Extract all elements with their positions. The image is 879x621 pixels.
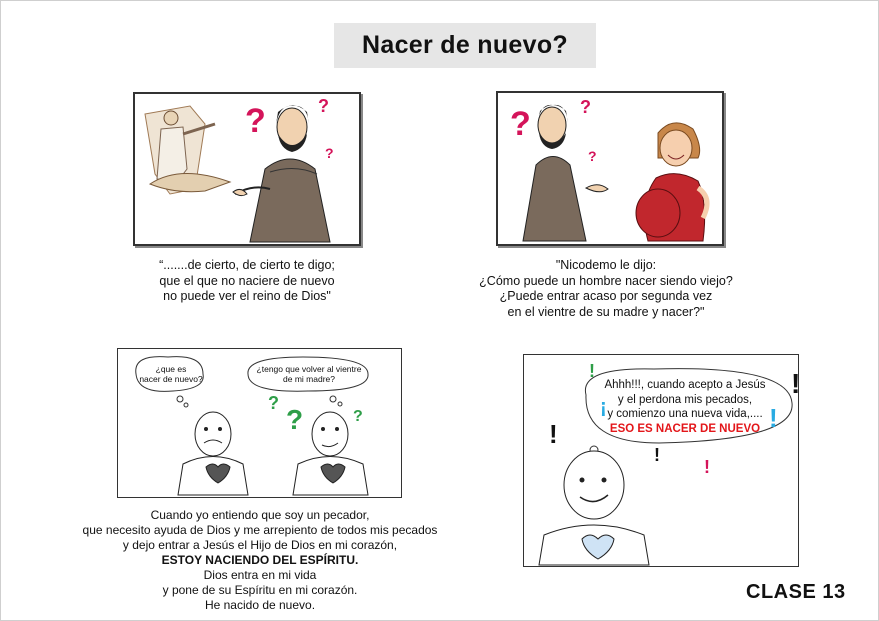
caption-line: que el que no naciere de nuevo xyxy=(159,273,335,288)
caption-line: He nacido de nuevo. xyxy=(204,598,316,612)
caption-line: Dios entra en mi vida xyxy=(203,568,317,582)
speech-bubble-right xyxy=(250,364,368,384)
svg-text:!: ! xyxy=(791,368,801,399)
caption-line: no puede ver el reino de Dios" xyxy=(163,289,331,303)
svg-text:?: ? xyxy=(286,404,304,435)
class-label: CLASE 13 xyxy=(746,581,846,603)
bubble-line: ¿tengo que volver al vientre xyxy=(256,364,362,374)
bubble-line: ¿que es xyxy=(155,364,187,374)
pregnant-woman-illustration xyxy=(636,123,707,241)
svg-text:?: ? xyxy=(268,393,279,413)
svg-text:?: ? xyxy=(318,96,329,116)
caption-line: ¿Puede entrar acaso por segunda vez xyxy=(499,289,713,303)
bubble-line: y comienzo una nueva vida,.... xyxy=(607,408,763,420)
caption-line: en el vientre de su madre y nacer?" xyxy=(507,304,705,319)
nicodemus-figure-illustration xyxy=(523,105,608,241)
caption-line: "Nicodemo le dijo: xyxy=(555,258,657,272)
caption-line: Cuando yo entiendo que soy un pecador, xyxy=(150,508,370,522)
svg-text:?: ? xyxy=(580,97,591,117)
panel-2-caption xyxy=(476,258,736,320)
svg-text:?: ? xyxy=(325,145,334,161)
svg-text:!: ! xyxy=(654,445,660,465)
caption-line: que necesito ayuda de Dios y me arrepiento de todos mis pecados xyxy=(82,523,438,537)
svg-text:!: ! xyxy=(769,403,778,433)
speech-bubble-left xyxy=(138,364,204,384)
svg-text:!: ! xyxy=(704,457,710,477)
svg-text:?: ? xyxy=(245,102,266,140)
caption-line: ¿Cómo puede un hombre nacer siendo viejo? xyxy=(479,273,733,288)
panel-2-illustration xyxy=(498,93,722,244)
svg-text:!: ! xyxy=(549,419,558,449)
bubble-line: y el perdona mis pecados, xyxy=(617,393,753,406)
happy-boy-illustration xyxy=(539,451,649,565)
panel-questioning-boy xyxy=(117,348,402,498)
svg-text:!: ! xyxy=(589,361,595,381)
bubble-line: nacer de nuevo? xyxy=(139,374,203,384)
caption-line: “.......de cierto, de cierto te digo; xyxy=(159,258,335,272)
panel-1-illustration xyxy=(135,94,359,244)
svg-text:¡: ¡ xyxy=(600,396,607,418)
bubble-line-emphasis: ESO ES NACER DE NUEVO xyxy=(609,422,761,435)
svg-text:?: ? xyxy=(510,105,531,143)
speech-bubble-realization xyxy=(585,378,785,436)
svg-text:?: ? xyxy=(353,408,363,425)
panel-nicodemus-pregnant-woman xyxy=(496,91,724,246)
caption-line: y pone de su Espíritu en mi corazón. xyxy=(162,583,358,597)
caption-line: y dejo entrar a Jesús el Hijo de Dios en mi corazón, xyxy=(122,538,398,552)
jesus-figure-illustration xyxy=(145,106,230,194)
page-title: Nacer de nuevo? xyxy=(362,31,568,59)
svg-text:?: ? xyxy=(588,148,597,164)
panel-jesus-nicodemus xyxy=(133,92,361,246)
caption-line-emphasis: ESTOY NACIENDO DEL ESPÍRITU. xyxy=(161,553,359,567)
sad-boy-illustration xyxy=(178,412,248,495)
bubble-line: Ahhh!!!, cuando acepto a Jesús xyxy=(604,379,766,391)
panel-1-caption xyxy=(133,258,361,305)
panel-3-caption xyxy=(70,508,450,613)
title-banner xyxy=(334,23,596,68)
bubble-line: de mi madre? xyxy=(283,374,335,384)
